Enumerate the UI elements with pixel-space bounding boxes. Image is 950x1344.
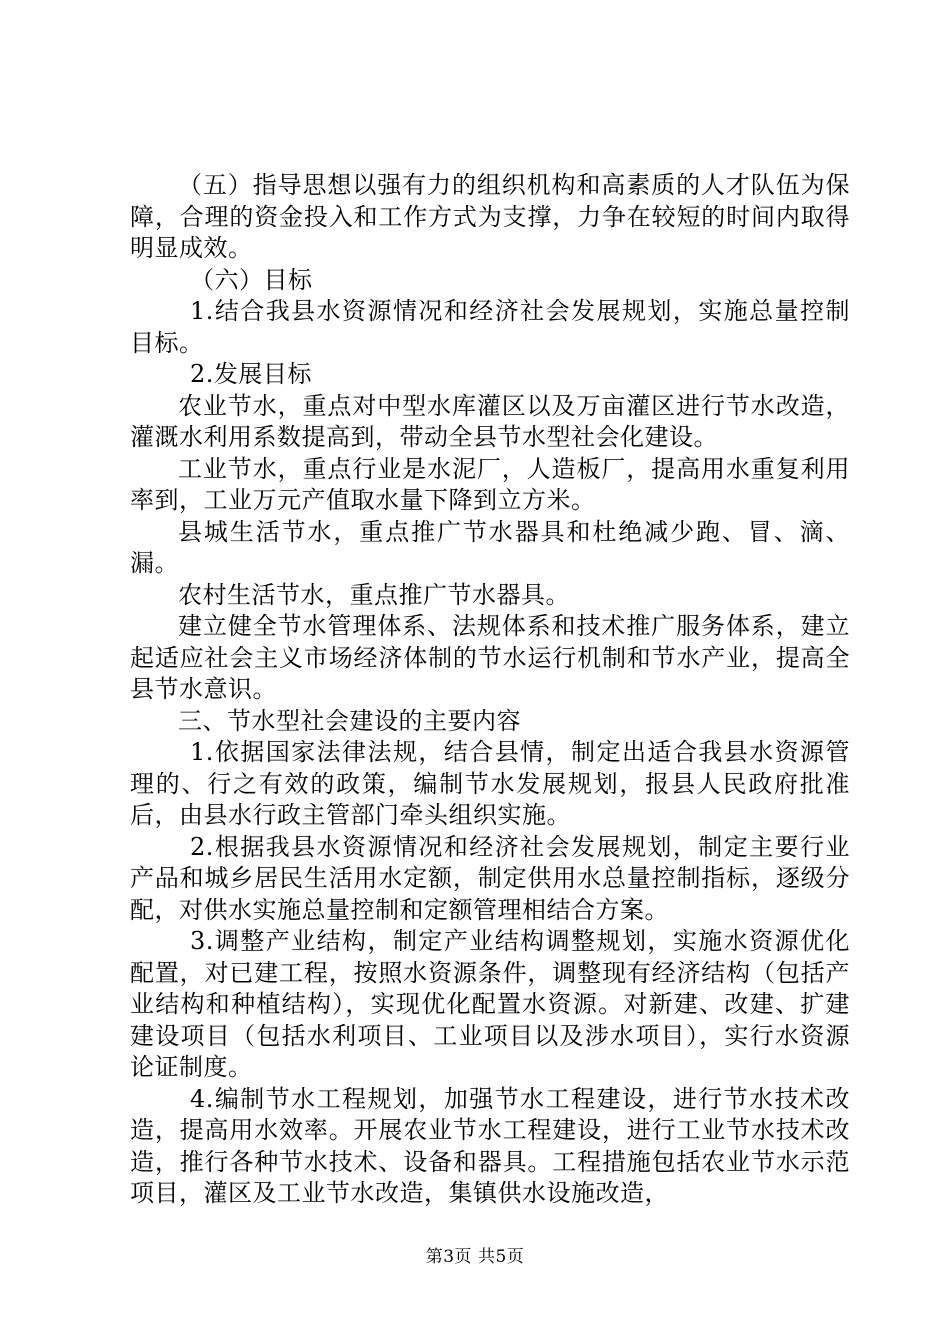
paragraph-content-3: 3.调整产业结构，制定产业结构调整规划，实施水资源优化配置，对已建工程，按照水资源条件，调整现有经济结构（包括产业结构和种植结构），实现优化配置水资源。对新建、改建、扩建建设项目（包括水利项目、工业项目以及涉水项目），实行水资源论证制度。: [130, 927, 850, 1081]
paragraph-rural-life: 农村生活节水，重点推广节水器具。: [178, 580, 570, 609]
heading-development-goals: 2.发展目标: [190, 360, 312, 388]
paragraph-goal-1: 1.结合我县水资源情况和经济社会发展规划，实施总量控制目标。: [130, 297, 850, 357]
paragraph-content-4: 4.编制节水工程规划，加强节水工程建设，进行节水技术改造，提高用水效率。开展农业节水工程建设，进行工业节水技术改造，推行各种节水技术、设备和器具。工程措施包括农业节水示范项目，灌区及工业节水改造，集镇供水设施改造，: [130, 1084, 850, 1207]
paragraph-urban-life: 县城生活节水，重点推广节水器具和杜绝减少跑、冒、滴、漏。: [130, 517, 850, 577]
page-number: 第3页 共5页: [425, 1247, 525, 1267]
heading-main-content: 三、节水型社会建设的主要内容: [178, 706, 521, 735]
paragraph-content-2: 2.根据我县水资源情况和经济社会发展规划，制定主要行业产品和城乡居民生活用水定额，制定供用水总量控制指标，逐级分配，对供水实施总量控制和定额管理相结合方案。: [130, 832, 850, 924]
page-footer: [0, 1242, 950, 1267]
paragraph-agriculture: 农业节水，重点对中型水库灌区以及万亩灌区进行节水改造，灌溉水利用系数提高到，带动全县节水型社会化建设。: [130, 391, 850, 451]
paragraph-content-1: 1.依据国家法律法规，结合县情，制定出适合我县水资源管理的、行之有效的政策，编制节水发展规划，报县人民政府批准后，由县水行政主管部门牵头组织实施。: [130, 738, 850, 829]
paragraph-management-system: 建立健全节水管理体系、法规体系和技术推广服务体系，建立起适应社会主义市场经济体制的节水运行机制和节水产业，提高全县节水意识。: [130, 612, 850, 703]
heading-goals: （六）目标: [190, 265, 313, 294]
paragraph-guiding-thought: （五）指导思想以强有力的组织机构和高素质的人才队伍为保障，合理的资金投入和工作方式为支撑，力争在较短的时间内取得明显成效。: [130, 171, 850, 262]
paragraph-industry: 工业节水，重点行业是水泥厂，人造板厂，提高用水重复利用率到，工业万元产值取水量下降到立方米。: [130, 454, 850, 514]
document-body: [130, 170, 850, 1210]
